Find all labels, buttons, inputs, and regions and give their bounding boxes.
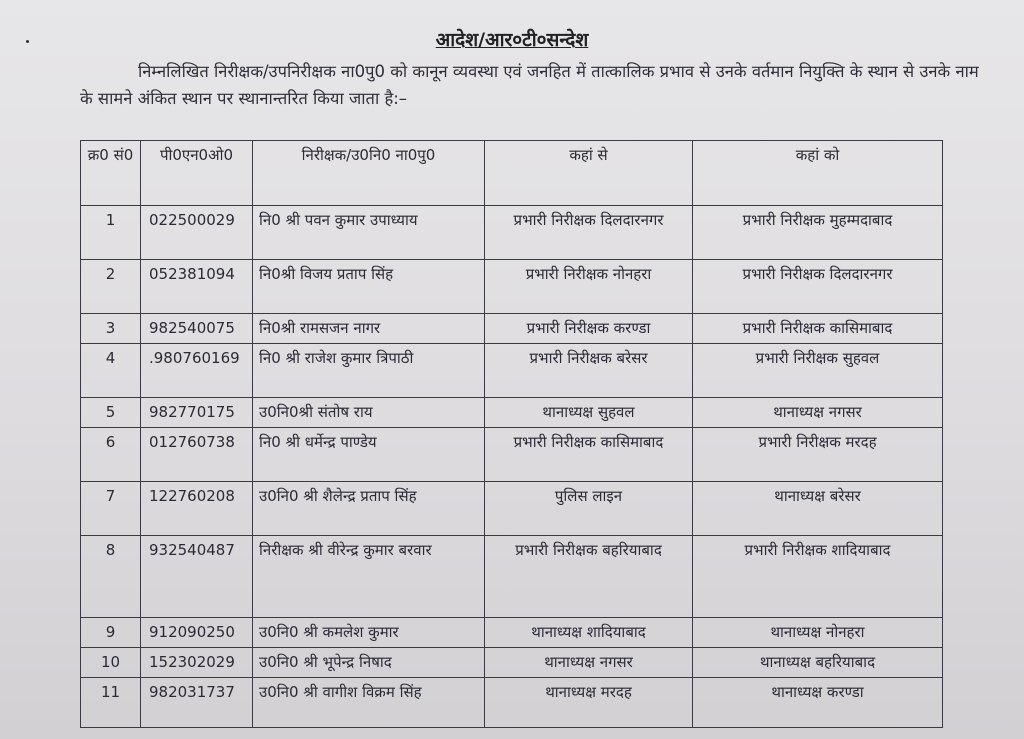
cell-serial: 4 [81,344,141,398]
cell-to: प्रभारी निरीक्षक मरदह [693,428,943,482]
cell-serial: 10 [81,648,141,678]
cell-serial: 1 [81,206,141,260]
table-row [81,428,943,482]
cell-serial: 5 [81,398,141,428]
cell-from: पुलिस लाइन [485,482,693,536]
cell-to: थानाध्यक्ष नोनहरा [693,618,943,648]
table-row [81,678,943,728]
cell-pno: 982770175 [141,398,253,428]
cell-pno: 912090250 [141,618,253,648]
cell-serial: 11 [81,678,141,728]
cell-from: प्रभारी निरीक्षक करण्डा [485,314,693,344]
cell-to: थानाध्यक्ष नगसर [693,398,943,428]
table-row [81,398,943,428]
table-row [81,314,943,344]
cell-name: उ0नि0 श्री भूपेन्द्र निषाद [253,648,485,678]
cell-name: नि0 श्री राजेश कुमार त्रिपाठी [253,344,485,398]
cell-serial: 6 [81,428,141,482]
intro-text: निम्नलिखित निरीक्षक/उपनिरीक्षक ना0पु0 को कानून व्यवस्था एवं जनहित में तात्कालिक प्रभाव से उनके वर्तमान नियुक्ति के स्थान से उनके नाम के सामने अंकित स्थान पर स्थानान्तरित किया जाता है:– [80,62,979,108]
cell-pno: 982540075 [141,314,253,344]
cell-serial: 3 [81,314,141,344]
cell-pno: 152302029 [141,648,253,678]
cell-pno: 022500029 [141,206,253,260]
cell-name: उ0नि0श्री संतोष राय [253,398,485,428]
cell-name: उ0नि0 श्री वागीश विक्रम सिंह [253,678,485,728]
cell-to: प्रभारी निरीक्षक मुहम्मदाबाद [693,206,943,260]
cell-name: नि0 श्री धर्मेन्द्र पाण्डेय [253,428,485,482]
cell-name: नि0श्री विजय प्रताप सिंह [253,260,485,314]
cell-name: नि0 श्री पवन कुमार उपाध्याय [253,206,485,260]
cell-from: प्रभारी निरीक्षक बरेसर [485,344,693,398]
table-row [81,618,943,648]
cell-from: प्रभारी निरीक्षक नोनहरा [485,260,693,314]
table-row [81,206,943,260]
cell-pno: .980760169 [141,344,253,398]
cell-from: थानाध्यक्ष शादियाबाद [485,618,693,648]
cell-pno: 982031737 [141,678,253,728]
document-heading: आदेश/आर०टी०सन्देश [435,29,589,51]
cell-pno: 932540487 [141,536,253,618]
cell-name: नि0श्री रामसजन नागर [253,314,485,344]
cell-from: थानाध्यक्ष नगसर [485,648,693,678]
cell-to: थानाध्यक्ष करण्डा [693,678,943,728]
cell-serial: 9 [81,618,141,648]
cell-name: उ0नि0 श्री कमलेश कुमार [253,618,485,648]
cell-serial: 8 [81,536,141,618]
cell-from: थानाध्यक्ष सुहवल [485,398,693,428]
intro-paragraph [80,58,980,112]
cell-serial: 2 [81,260,141,314]
cell-pno: 122760208 [141,482,253,536]
cell-to: थानाध्यक्ष बहरियाबाद [693,648,943,678]
transfer-table [80,140,943,728]
table-row [81,260,943,314]
cell-to: प्रभारी निरीक्षक सुहवल [693,344,943,398]
cell-to: प्रभारी निरीक्षक दिलदारनगर [693,260,943,314]
cell-from: प्रभारी निरीक्षक कासिमाबाद [485,428,693,482]
table-header-row [81,141,943,206]
table-row [81,344,943,398]
cell-serial: 7 [81,482,141,536]
header-name: निरीक्षक/उ0नि0 ना0पु0 [253,141,485,206]
cell-to: थानाध्यक्ष बरेसर [693,482,943,536]
cell-from: प्रभारी निरीक्षक बहरियाबाद [485,536,693,618]
header-serial: क्र0 सं0 [81,141,141,206]
cell-to: प्रभारी निरीक्षक शादियाबाद [693,536,943,618]
table-body [81,206,943,728]
cell-to: प्रभारी निरीक्षक कासिमाबाद [693,314,943,344]
header-from: कहां से [485,141,693,206]
cell-name: उ0नि0 श्री शैलेन्द्र प्रताप सिंह [253,482,485,536]
header-to: कहां को [693,141,943,206]
cell-from: प्रभारी निरीक्षक दिलदारनगर [485,206,693,260]
cell-from: थानाध्यक्ष मरदह [485,678,693,728]
table-row [81,536,943,618]
table-row [81,482,943,536]
header-pno: पी0एन0ओ0 [141,141,253,206]
table-row [81,648,943,678]
cell-pno: 012760738 [141,428,253,482]
cell-pno: 052381094 [141,260,253,314]
cell-name: निरीक्षक श्री वीरेन्द्र कुमार बरवार [253,536,485,618]
